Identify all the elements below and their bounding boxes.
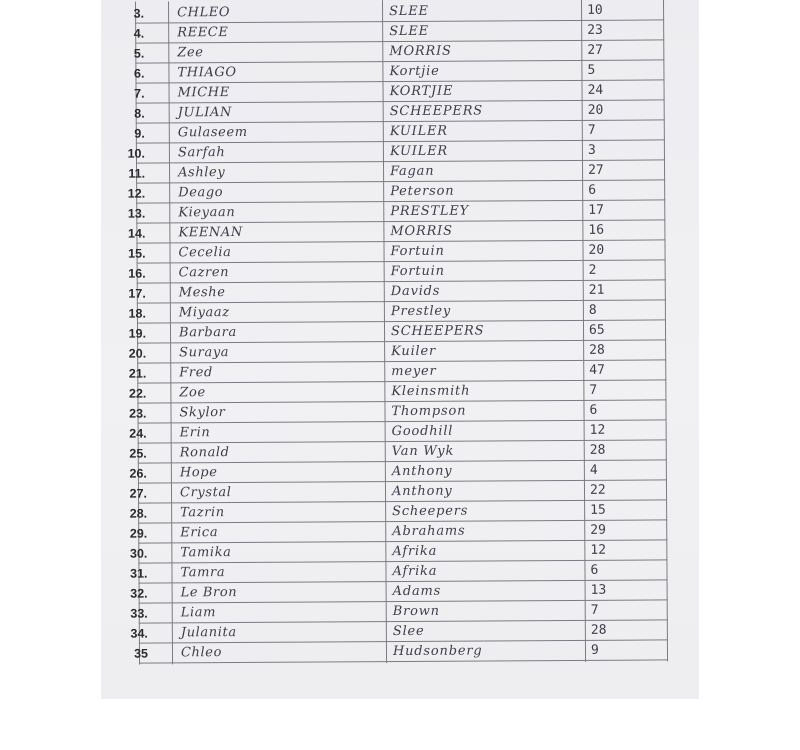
- last-name-cell: Fagan: [390, 163, 435, 180]
- first-name-cell: KEENAN: [178, 224, 243, 241]
- age-cell: 6: [590, 562, 599, 578]
- name-register-table: [101, 0, 705, 701]
- first-name-cell: Skylor: [179, 405, 226, 421]
- row-number: 4.: [133, 26, 145, 41]
- age-cell: 12: [590, 542, 607, 558]
- age-cell: 10: [587, 2, 603, 18]
- first-name-cell: Julanita: [180, 625, 237, 641]
- age-cell: 7: [589, 382, 598, 398]
- first-name-cell: JULIAN: [177, 105, 233, 121]
- row-number: 31.: [130, 566, 148, 581]
- row-number: 24.: [129, 426, 147, 441]
- age-cell: 4: [589, 462, 598, 478]
- first-name-cell: Meshe: [178, 285, 226, 301]
- age-cell: 5: [587, 62, 596, 78]
- first-name-cell: MICHE: [177, 85, 230, 101]
- row-number: 30.: [129, 546, 148, 561]
- age-cell: 6: [589, 402, 598, 418]
- row-number: 17.: [128, 286, 146, 301]
- age-cell: 7: [587, 122, 596, 138]
- last-name-cell: Kleinsmith: [391, 383, 471, 400]
- first-name-cell: Fred: [179, 365, 213, 381]
- first-name-cell: Barbara: [178, 325, 237, 341]
- row-number: 6.: [133, 66, 145, 81]
- first-name-cell: Tamra: [180, 565, 226, 581]
- row-number: 19.: [128, 326, 147, 341]
- first-name-cell: Erin: [179, 425, 211, 441]
- first-name-cell: Kieyaan: [178, 205, 236, 221]
- row-number: 23.: [129, 406, 147, 421]
- first-name-cell: Crystal: [179, 485, 232, 501]
- age-cell: 24: [587, 82, 604, 98]
- last-name-cell: Afrika: [392, 563, 438, 580]
- age-cell: 28: [590, 622, 607, 638]
- age-cell: 7: [590, 602, 599, 618]
- row-number: 32.: [130, 586, 148, 601]
- scanned-paper-sheet: [101, 0, 699, 699]
- last-name-cell: PRESTLEY: [390, 203, 470, 220]
- last-name-cell: KUILER: [389, 123, 448, 140]
- last-name-cell: Van Wyk: [391, 443, 455, 460]
- row-number: 9.: [134, 126, 145, 141]
- last-name-cell: Adams: [392, 583, 442, 600]
- first-name-cell: Cazren: [178, 265, 230, 281]
- last-name-cell: Davids: [390, 283, 441, 300]
- first-name-cell: Zee: [177, 45, 204, 61]
- last-name-cell: SLEE: [389, 3, 429, 20]
- age-cell: 27: [587, 162, 604, 178]
- row-number: 3.: [133, 6, 145, 21]
- last-name-cell: Kuiler: [391, 343, 437, 360]
- first-name-cell: Tamika: [180, 545, 232, 561]
- row-number: 11.: [128, 166, 146, 181]
- first-name-cell: Erica: [180, 525, 219, 541]
- row-number: 34.: [130, 626, 148, 641]
- last-name-cell: meyer: [391, 363, 437, 380]
- age-cell: 27: [587, 42, 604, 58]
- first-name-cell: THIAGO: [177, 65, 237, 81]
- last-name-cell: Hudsonberg: [392, 643, 483, 660]
- first-name-cell: REECE: [177, 25, 229, 41]
- age-cell: 13: [590, 582, 607, 598]
- last-name-cell: Slee: [392, 623, 425, 640]
- last-name-cell: Anthony: [391, 483, 453, 500]
- first-name-cell: CHLEO: [177, 5, 231, 21]
- row-number: 28.: [129, 506, 148, 521]
- last-name-cell: Kortjie: [389, 63, 440, 80]
- last-name-cell: KORTJIE: [389, 83, 454, 100]
- row-number: 14.: [127, 226, 146, 241]
- last-name-cell: Peterson: [390, 183, 455, 200]
- first-name-cell: Le Bron: [180, 585, 238, 601]
- age-cell: 22: [589, 482, 606, 498]
- last-name-cell: Scheepers: [392, 503, 469, 520]
- row-number: 26.: [129, 466, 147, 481]
- first-name-cell: Chleo: [180, 645, 223, 661]
- first-name-cell: Sarfah: [177, 145, 226, 161]
- first-name-cell: Ronald: [179, 445, 230, 461]
- last-name-cell: SCHEEPERS: [389, 103, 484, 120]
- last-name-cell: SLEE: [389, 23, 429, 40]
- first-name-cell: Tazrin: [180, 505, 225, 521]
- row-number: 27.: [129, 486, 148, 501]
- first-name-cell: Gulaseem: [177, 124, 248, 141]
- age-cell: 8: [588, 302, 597, 318]
- age-cell: 20: [587, 102, 604, 118]
- age-cell: 3: [587, 142, 596, 158]
- first-name-cell: Suraya: [179, 345, 230, 361]
- last-name-cell: Goodhill: [391, 423, 454, 440]
- first-name-cell: Cecelia: [178, 245, 232, 261]
- row-number: 8.: [134, 106, 145, 121]
- last-name-cell: Fortuin: [390, 243, 445, 260]
- last-name-cell: Thompson: [391, 403, 467, 420]
- row-number: 29.: [129, 526, 148, 541]
- age-cell: 21: [588, 282, 605, 298]
- age-cell: 28: [589, 342, 605, 358]
- age-cell: 12: [589, 422, 606, 438]
- last-name-cell: Brown: [392, 603, 440, 620]
- row-number: 13.: [127, 206, 146, 221]
- age-cell: 20: [588, 242, 605, 258]
- last-name-cell: MORRIS: [389, 43, 452, 60]
- last-name-cell: Abrahams: [392, 523, 466, 540]
- first-name-cell: Miyaaz: [178, 305, 230, 321]
- row-number: 16.: [128, 266, 146, 281]
- row-number: 18.: [128, 306, 146, 321]
- age-cell: 16: [588, 222, 605, 238]
- last-name-cell: SCHEEPERS: [390, 323, 485, 340]
- age-cell: 65: [588, 322, 605, 338]
- row-number: 22.: [128, 386, 147, 401]
- row-number: 20.: [128, 346, 147, 361]
- age-cell: 15: [590, 502, 606, 518]
- age-cell: 2: [588, 262, 597, 278]
- age-cell: 6: [588, 182, 597, 198]
- first-name-cell: Zoe: [179, 385, 206, 401]
- age-cell: 28: [589, 442, 606, 458]
- row-number: 5.: [133, 46, 145, 61]
- last-name-cell: Anthony: [391, 463, 453, 480]
- row-number: 12.: [127, 186, 146, 201]
- row-number: 33.: [130, 606, 148, 621]
- row-number: 7.: [134, 86, 145, 101]
- age-cell: 9: [590, 642, 599, 658]
- row-number: 35: [134, 646, 149, 661]
- last-name-cell: KUILER: [389, 143, 449, 160]
- first-name-cell: Deago: [178, 185, 224, 201]
- first-name-cell: Ashley: [178, 165, 226, 181]
- last-name-cell: Fortuin: [390, 263, 445, 280]
- last-name-cell: Afrika: [392, 543, 438, 560]
- last-name-cell: MORRIS: [390, 223, 453, 240]
- age-cell: 29: [590, 522, 606, 538]
- row-number: 21.: [128, 366, 147, 381]
- first-name-cell: Hope: [179, 465, 218, 481]
- age-cell: 17: [588, 202, 604, 218]
- last-name-cell: Prestley: [390, 303, 452, 320]
- row-number: 15.: [128, 246, 146, 261]
- age-cell: 23: [587, 22, 603, 38]
- first-name-cell: Liam: [180, 605, 217, 621]
- age-cell: 47: [589, 362, 605, 378]
- row-number: 10.: [127, 146, 145, 161]
- row-number: 25.: [129, 446, 147, 461]
